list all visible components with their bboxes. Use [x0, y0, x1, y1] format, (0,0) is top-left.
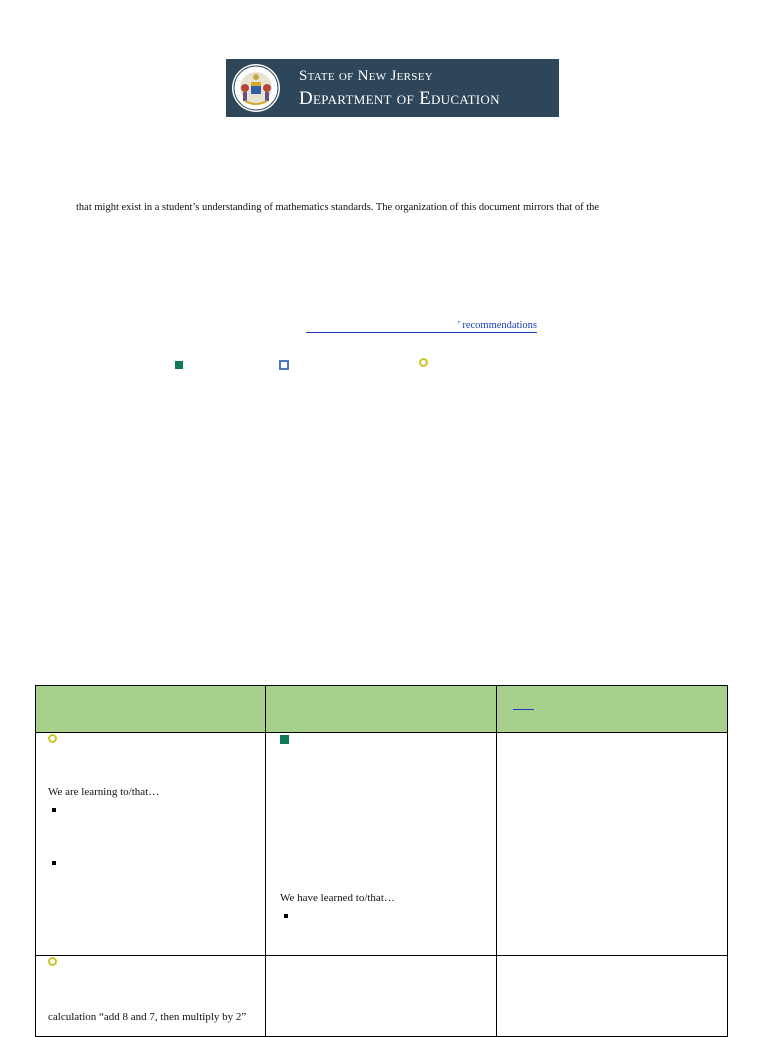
learning-goal-label: We are learning to/that…: [48, 786, 160, 798]
recommendations-link[interactable]: ’ recommendations: [306, 320, 537, 333]
yellow-circle-icon: [48, 957, 57, 966]
table-row: [36, 733, 728, 956]
green-square-icon: [280, 735, 289, 744]
standards-table: [35, 685, 728, 1037]
header-cell: [497, 686, 728, 733]
department-banner: [226, 59, 559, 117]
paragraph-line: that might exist in a student’s understanding of mathematics standards. The organization of this document mirrors that of the: [76, 202, 600, 213]
yellow-circle-icon: [419, 358, 428, 367]
yellow-circle-icon: [48, 734, 57, 743]
green-square-icon: [175, 361, 183, 369]
table-cell: [497, 956, 728, 1037]
state-seal-icon: [231, 63, 281, 113]
bullet-icon: [52, 861, 56, 865]
learned-goal-label: We have learned to/that…: [280, 892, 395, 904]
table-cell: [36, 956, 266, 1037]
header-link[interactable]: [513, 709, 534, 710]
table-header-row: [36, 686, 728, 733]
header-cell: [266, 686, 497, 733]
bullet-icon: [284, 914, 288, 918]
bullet-icon: [52, 808, 56, 812]
calculation-text: calculation “add 8 and 7, then multiply by 2”: [48, 1011, 247, 1023]
table-cell: [497, 733, 728, 956]
table-cell: [266, 733, 497, 956]
blue-square-icon: [279, 360, 289, 370]
department-name: Department of Education: [299, 87, 500, 109]
table-cell: [36, 733, 266, 956]
state-name: State of New Jersey: [299, 67, 433, 84]
table-row: [36, 956, 728, 1037]
banner-title: [299, 69, 500, 108]
table-cell: [266, 956, 497, 1037]
header-cell: [36, 686, 266, 733]
